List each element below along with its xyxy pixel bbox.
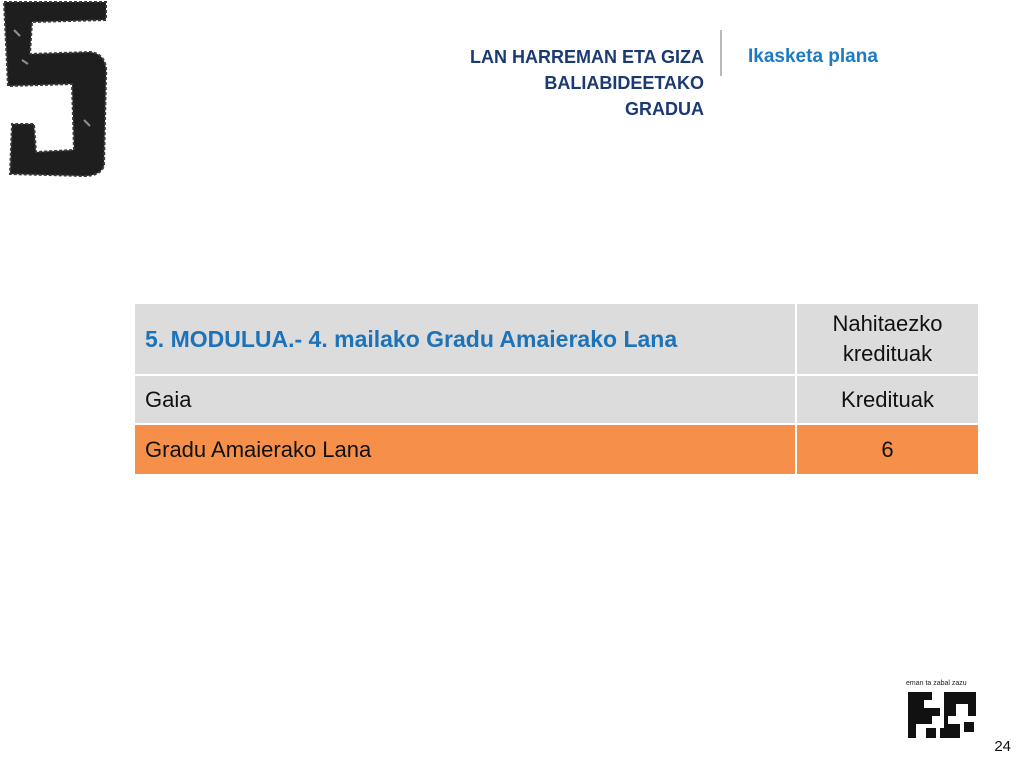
degree-title-line: LAN HARREMAN ETA GIZA (470, 47, 704, 67)
svg-text:eman ta zabal zazu: eman ta zabal zazu (906, 680, 967, 687)
university-logo (904, 676, 980, 742)
mandatory-credits-header-cell (796, 303, 979, 375)
subject-cell: Gradu Amaierako Lana (134, 424, 796, 475)
module-title-cell: 5. MODULUA.- 4. mailako Gradu Amaierako Lana (134, 303, 796, 375)
corner-number-five-graphic (0, 0, 112, 180)
module-table (133, 302, 980, 476)
subject-column-header: Gaia (134, 375, 796, 424)
mandatory-credits-header-line: kredituak (842, 341, 933, 366)
credits-cell: 6 (796, 424, 979, 475)
credits-column-header: Kredituak (796, 375, 979, 424)
section-label: Ikasketa plana (748, 46, 878, 67)
table-subheader-row (134, 375, 979, 424)
page-number: 24 (994, 738, 1011, 755)
table-row (134, 424, 979, 475)
degree-title-line: GRADUA (625, 99, 704, 119)
header-divider (720, 30, 722, 76)
mandatory-credits-header-line: Nahitaezko (832, 311, 943, 336)
degree-title-line: BALIABIDEETAKO (544, 73, 704, 93)
degree-title (384, 44, 704, 122)
table-header-row (134, 303, 979, 375)
